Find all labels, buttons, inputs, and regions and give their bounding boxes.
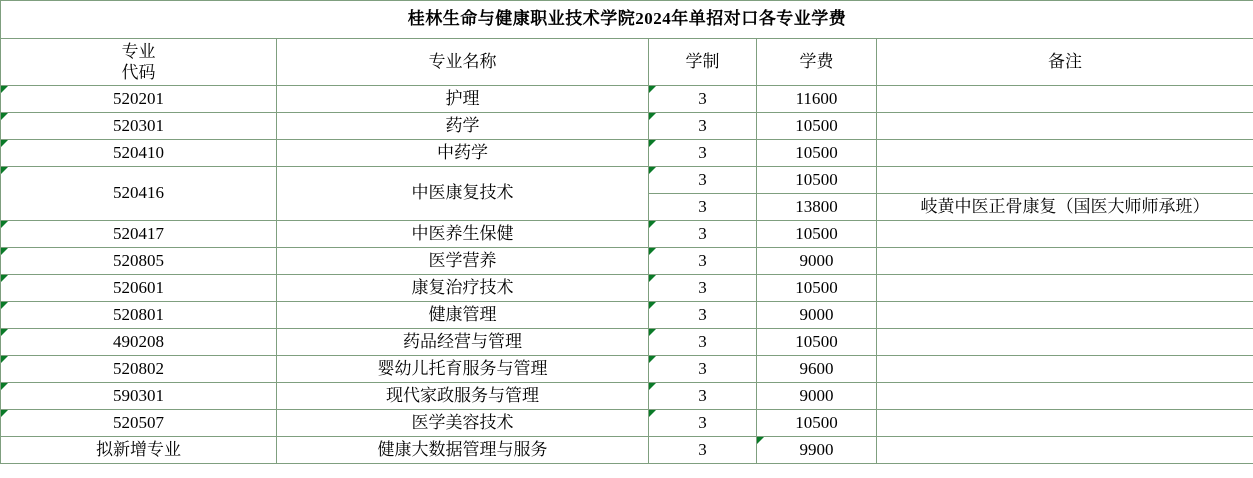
cell-length: 3 [649, 410, 757, 437]
cell-name: 婴幼儿托育服务与管理 [277, 356, 649, 383]
cell-fee: 10500 [757, 167, 877, 194]
cell-fee: 9000 [757, 383, 877, 410]
cell-code: 520802 [1, 356, 277, 383]
cell-note [877, 221, 1253, 248]
cell-note [877, 356, 1253, 383]
cell-note [877, 140, 1253, 167]
cell-note [877, 113, 1253, 140]
cell-name: 医学美容技术 [277, 410, 649, 437]
table-row [1, 167, 1253, 194]
table-row [1, 140, 1253, 167]
cell-note [877, 86, 1253, 113]
cell-fee: 10500 [757, 113, 877, 140]
cell-note [877, 329, 1253, 356]
cell-code: 520801 [1, 302, 277, 329]
cell-code: 520507 [1, 410, 277, 437]
cell-note [877, 248, 1253, 275]
column-header-length: 学制 [649, 39, 757, 86]
column-header-code [1, 39, 277, 86]
cell-length: 3 [649, 302, 757, 329]
cell-fee: 10500 [757, 329, 877, 356]
cell-length: 3 [649, 356, 757, 383]
cell-fee: 10500 [757, 140, 877, 167]
table-row [1, 275, 1253, 302]
table-row [1, 302, 1253, 329]
cell-code: 520410 [1, 140, 277, 167]
cell-code: 520417 [1, 221, 277, 248]
cell-length: 3 [649, 437, 757, 464]
cell-note [877, 302, 1253, 329]
table-row [1, 383, 1253, 410]
column-header-code-line1: 专业 [121, 41, 156, 61]
cell-code: 490208 [1, 329, 277, 356]
cell-code: 520805 [1, 248, 277, 275]
cell-fee: 10500 [757, 221, 877, 248]
cell-code: 520301 [1, 113, 277, 140]
cell-name: 药品经营与管理 [277, 329, 649, 356]
cell-note [877, 167, 1253, 194]
cell-fee: 9600 [757, 356, 877, 383]
cell-note: 岐黄中医正骨康复（国医大师师承班） [877, 194, 1253, 221]
title-row [1, 1, 1253, 39]
cell-name: 健康管理 [277, 302, 649, 329]
table-row [1, 356, 1253, 383]
cell-name: 医学营养 [277, 248, 649, 275]
cell-fee: 11600 [757, 86, 877, 113]
cell-length: 3 [649, 140, 757, 167]
cell-code: 590301 [1, 383, 277, 410]
column-header-note: 备注 [877, 39, 1253, 86]
column-header-fee: 学费 [757, 39, 877, 86]
cell-name: 中药学 [277, 140, 649, 167]
cell-name: 健康大数据管理与服务 [277, 437, 649, 464]
cell-length: 3 [649, 329, 757, 356]
table-row [1, 437, 1253, 464]
cell-name: 护理 [277, 86, 649, 113]
header-row [1, 39, 1253, 86]
table-row [1, 410, 1253, 437]
cell-name: 康复治疗技术 [277, 275, 649, 302]
cell-note [877, 437, 1253, 464]
cell-note [877, 383, 1253, 410]
cell-name: 药学 [277, 113, 649, 140]
cell-length: 3 [649, 248, 757, 275]
cell-name: 现代家政服务与管理 [277, 383, 649, 410]
cell-fee: 13800 [757, 194, 877, 221]
cell-name: 中医养生保健 [277, 221, 649, 248]
cell-length: 3 [649, 113, 757, 140]
table-row [1, 248, 1253, 275]
column-header-code-line2: 代码 [121, 63, 156, 82]
cell-length: 3 [649, 221, 757, 248]
cell-length: 3 [649, 275, 757, 302]
cell-name: 中医康复技术 [277, 167, 649, 221]
table-row [1, 221, 1253, 248]
column-header-name: 专业名称 [277, 39, 649, 86]
cell-length: 3 [649, 86, 757, 113]
cell-fee: 9000 [757, 302, 877, 329]
table-row [1, 329, 1253, 356]
cell-length: 3 [649, 383, 757, 410]
document-title: 桂林生命与健康职业技术学院2024年单招对口各专业学费 [1, 1, 1253, 39]
cell-length: 3 [649, 167, 757, 194]
cell-code: 520601 [1, 275, 277, 302]
cell-code: 拟新增专业 [1, 437, 277, 464]
cell-note [877, 275, 1253, 302]
cell-fee: 10500 [757, 410, 877, 437]
table-row [1, 86, 1253, 113]
cell-code: 520201 [1, 86, 277, 113]
table-row [1, 113, 1253, 140]
cell-fee: 9000 [757, 248, 877, 275]
cell-code: 520416 [1, 167, 277, 221]
cell-fee: 10500 [757, 275, 877, 302]
cell-fee: 9900 [757, 437, 877, 464]
cell-note [877, 410, 1253, 437]
cell-length: 3 [649, 194, 757, 221]
